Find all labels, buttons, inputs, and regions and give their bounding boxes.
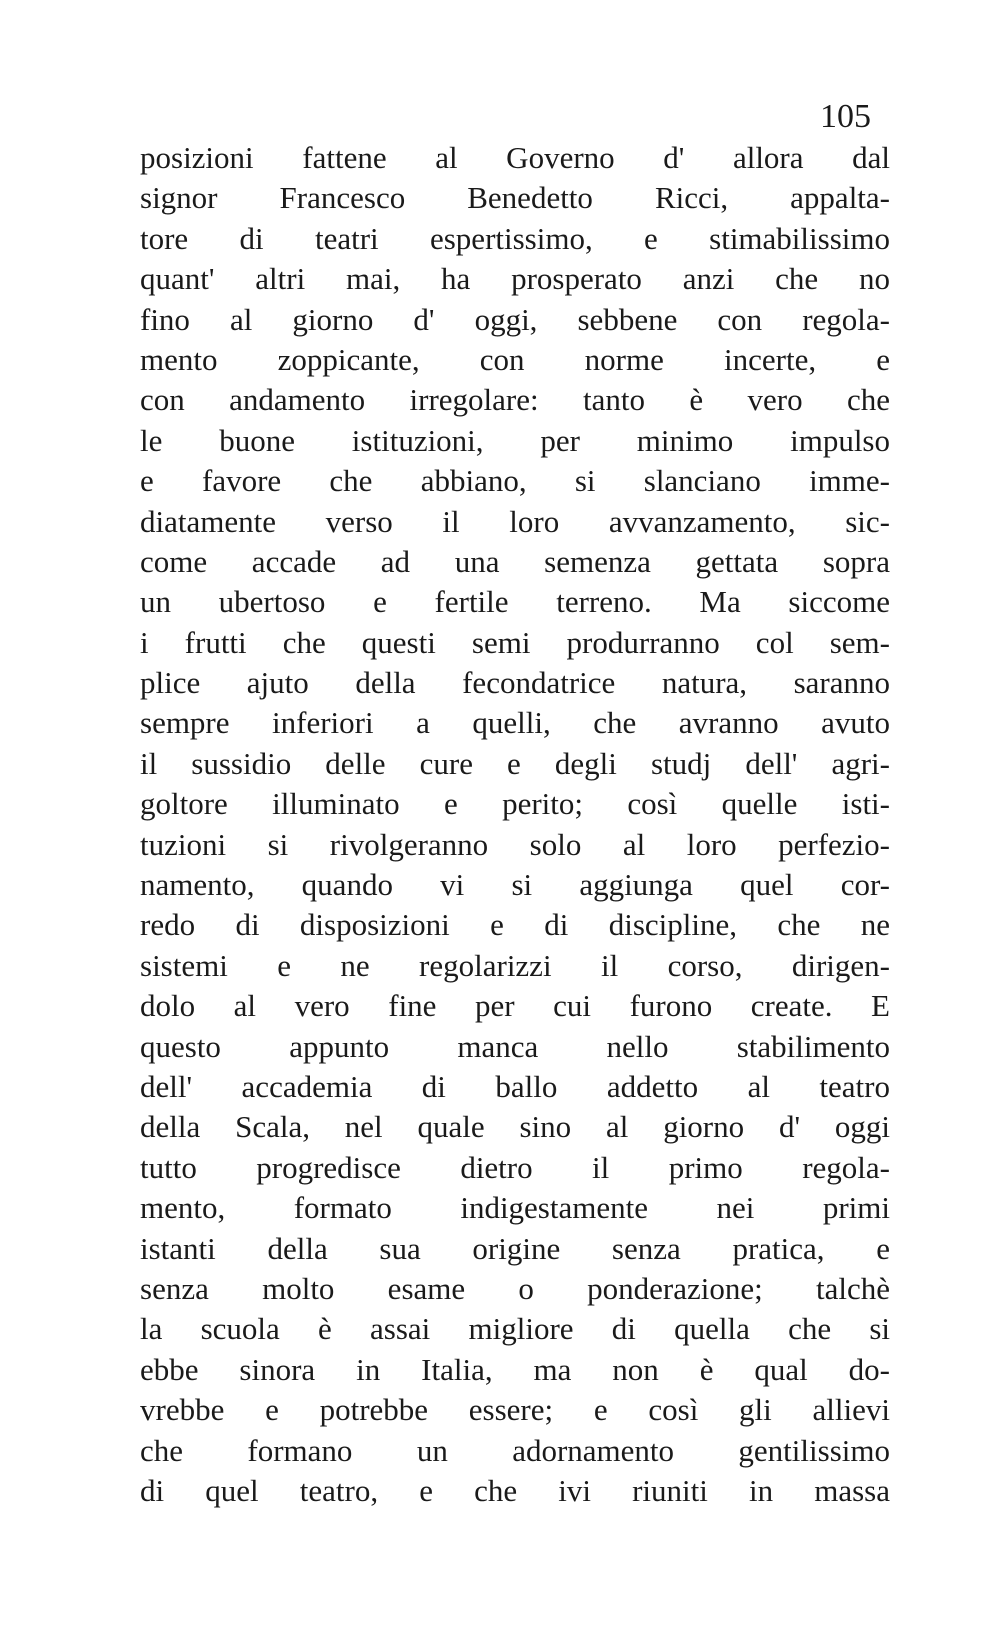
page-number: 105 xyxy=(820,98,871,135)
text-line: fino al giorno d' oggi, sebbene con regola- xyxy=(140,301,890,337)
text-line: la scuola è assai migliore di quella che si xyxy=(140,1311,890,1347)
text-line: redo di disposizioni e di discipline, che ne xyxy=(140,907,890,943)
text-line: ebbe sinora in Italia, ma non è qual do- xyxy=(140,1351,890,1387)
text-line: i frutti che questi semi produrranno col sem- xyxy=(140,624,890,660)
text-line: vrebbe e potrebbe essere; e così gli allievi xyxy=(140,1392,890,1428)
text-line: questo appunto manca nello stabilimento xyxy=(140,1028,890,1064)
text-line: tore di teatri espertissimo, e stimabilissimo xyxy=(140,220,890,256)
text-line: namento, quando vi si aggiunga quel cor- xyxy=(140,867,890,903)
text-line: quant' altri mai, ha prosperato anzi che no xyxy=(140,261,890,297)
text-line: che formano un adornamento gentilissimo xyxy=(140,1432,890,1468)
text-line: con andamento irregolare: tanto è vero che xyxy=(140,382,890,418)
text-line: le buone istituzioni, per minimo impulso xyxy=(140,422,890,458)
text-line: senza molto esame o ponderazione; talchè xyxy=(140,1270,890,1306)
text-line: goltore illuminato e perito; così quelle isti- xyxy=(140,786,890,822)
text-line: di quel teatro, e che ivi riuniti in massa xyxy=(140,1472,890,1508)
text-line: signor Francesco Benedetto Ricci, appalta- xyxy=(140,180,890,216)
text-line: dell' accademia di ballo addetto al teatro xyxy=(140,1068,890,1104)
text-line: mento, formato indigestamente nei primi xyxy=(140,1190,890,1226)
text-line: mento zoppicante, con norme incerte, e xyxy=(140,341,890,377)
text-line: plice ajuto della fecondatrice natura, saranno xyxy=(140,665,890,701)
text-line: diatamente verso il loro avvanzamento, sic- xyxy=(140,503,890,539)
body-text xyxy=(140,138,890,1511)
text-line: e favore che abbiano, si slanciano imme- xyxy=(140,463,890,499)
text-line: il sussidio delle cure e degli studj dell' agri- xyxy=(140,745,890,781)
text-line: un ubertoso e fertile terreno. Ma siccome xyxy=(140,584,890,620)
text-line: istanti della sua origine senza pratica, e xyxy=(140,1230,890,1266)
text-line: posizioni fattene al Governo d' allora dal xyxy=(140,140,890,175)
text-line: tuzioni si rivolgeranno solo al loro perfezio- xyxy=(140,826,890,862)
text-line: della Scala, nel quale sino al giorno d' oggi xyxy=(140,1109,890,1145)
text-line: sempre inferiori a quelli, che avranno avuto xyxy=(140,705,890,741)
text-line: dolo al vero fine per cui furono create. E xyxy=(140,988,890,1024)
text-line: come accade ad una semenza gettata sopra xyxy=(140,543,890,579)
text-line: tutto progredisce dietro il primo regola- xyxy=(140,1149,890,1185)
text-line: sistemi e ne regolarizzi il corso, dirigen- xyxy=(140,947,890,983)
